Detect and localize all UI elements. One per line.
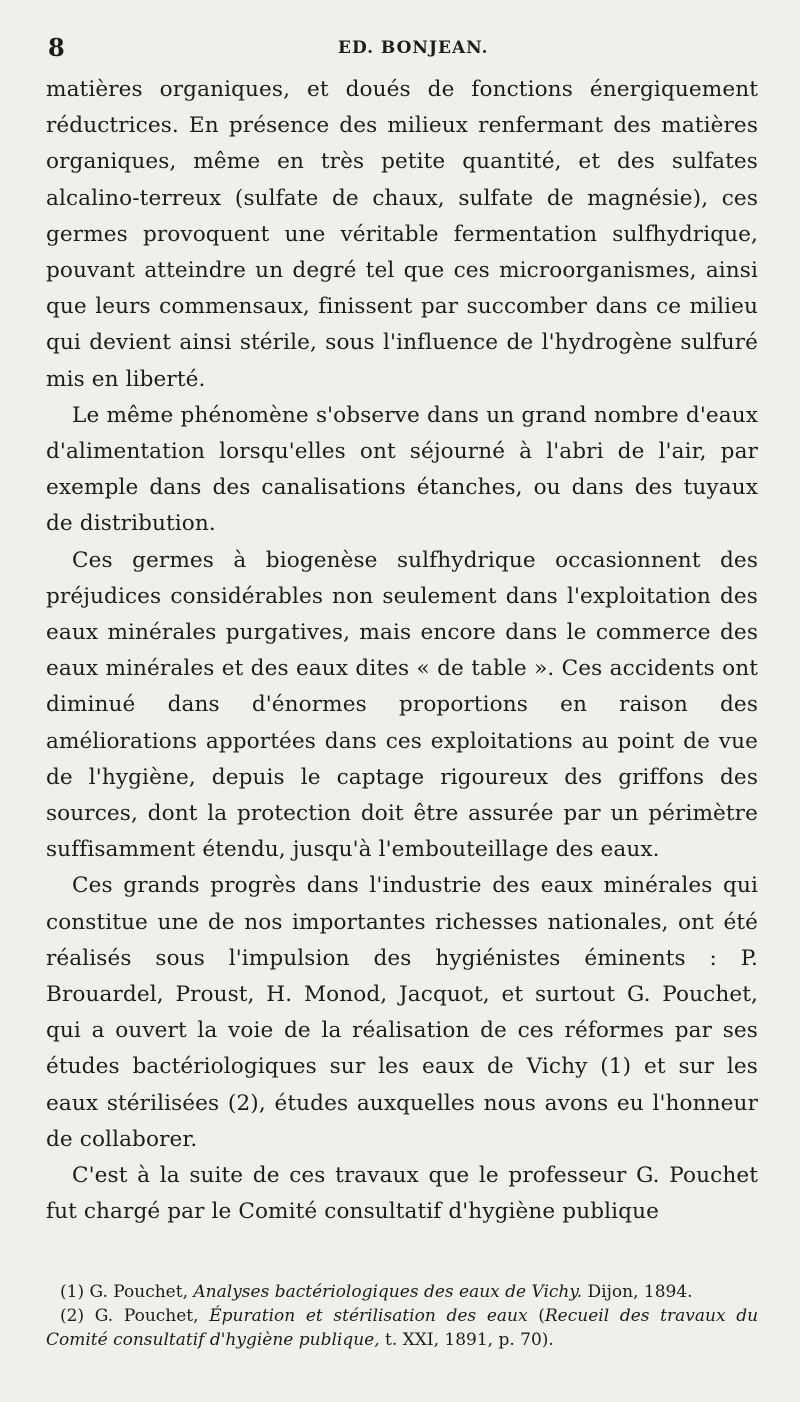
footnotes	[46, 1280, 758, 1352]
paragraph-1: matières organiques, et doués de fonctions énergiquement réductrices. En présence des milieux renfermant des matières organiques, même en très petite quantité, et des sulfates alcalino-terreux (sulfate de chaux, sulfate de magnésie), ces germes provoquent une véritable fermentation sulfhydrique, pouvant atteindre un degré tel que ces microorganismes, ainsi que leurs commensaux, finissent par succomber dans ce milieu qui devient ainsi stérile, sous l'influence de l'hydrogène sulfuré mis en liberté.	[46, 77, 758, 392]
footnote-1-rest: Dijon, 1894.	[587, 1282, 693, 1302]
footnote-2	[46, 1304, 758, 1352]
paragraph-4: Ces grands progrès dans l'industrie des eaux minérales qui constitue une de nos importantes richesses nationales, ont été réalisés sous l'impulsion des hygiénistes éminents : P. Brouardel, Proust, H. Monod, Jacquot, et surtout G. Pouchet, qui a ouvert la voie de la réalisation de ces réformes par ses études bactériologiques sur les eaux de Vichy (1) et sur les eaux stérilisées (2), études auxquelles nous avons eu l'honneur de collaborer.	[46, 873, 758, 1152]
footnote-2-title: Épuration et stérilisation des eaux	[209, 1306, 528, 1326]
paragraph-5: C'est à la suite de ces travaux que le professeur G. Pouchet fut chargé par le Comité consultatif d'hygiène publique	[46, 1163, 758, 1225]
footnote-2-author: G. Pouchet,	[94, 1306, 199, 1326]
footnote-2-paren: (	[538, 1306, 545, 1326]
body-text	[46, 72, 758, 1231]
footnote-2-series: Recueil des travaux du Comité consultatif d'hygiène publique,	[46, 1306, 759, 1350]
paragraph-3: Ces germes à biogenèse sulfhydrique occasionnent des préjudices considérables non seulement dans l'exploitation des eaux minérales purgatives, mais encore dans le commerce des eaux minérales et des eaux dites « de table ». Ces accidents ont diminué dans d'énormes proportions en raison des améliorations apportées dans ces exploitations au point de vue de l'hygiène, depuis le captage rigoureux des griffons des sources, dont la protection doit être assurée par un périmètre suffisamment étendu, jusqu'à l'embouteillage des eaux.	[46, 547, 758, 863]
footnote-1	[46, 1280, 758, 1304]
footnote-2-mark: (2)	[60, 1306, 85, 1326]
footnote-1-mark: (1)	[60, 1282, 85, 1302]
paragraph-2: Le même phénomène s'observe dans un grand nombre d'eaux d'alimentation lorsqu'elles ont séjourné à l'abri de l'air, par exemple dans des canalisations étanches, ou dans des tuyaux de distribution.	[46, 402, 758, 537]
footnote-2-rest: t. XXI, 1891, p. 70).	[385, 1330, 554, 1350]
page-header	[48, 30, 760, 66]
page-number: 8	[48, 33, 65, 62]
running-head: ED. BONJEAN.	[338, 38, 489, 58]
footnote-1-author: G. Pouchet,	[89, 1282, 188, 1302]
footnote-1-title: Analyses bactériologiques des eaux de Vichy.	[193, 1282, 583, 1302]
